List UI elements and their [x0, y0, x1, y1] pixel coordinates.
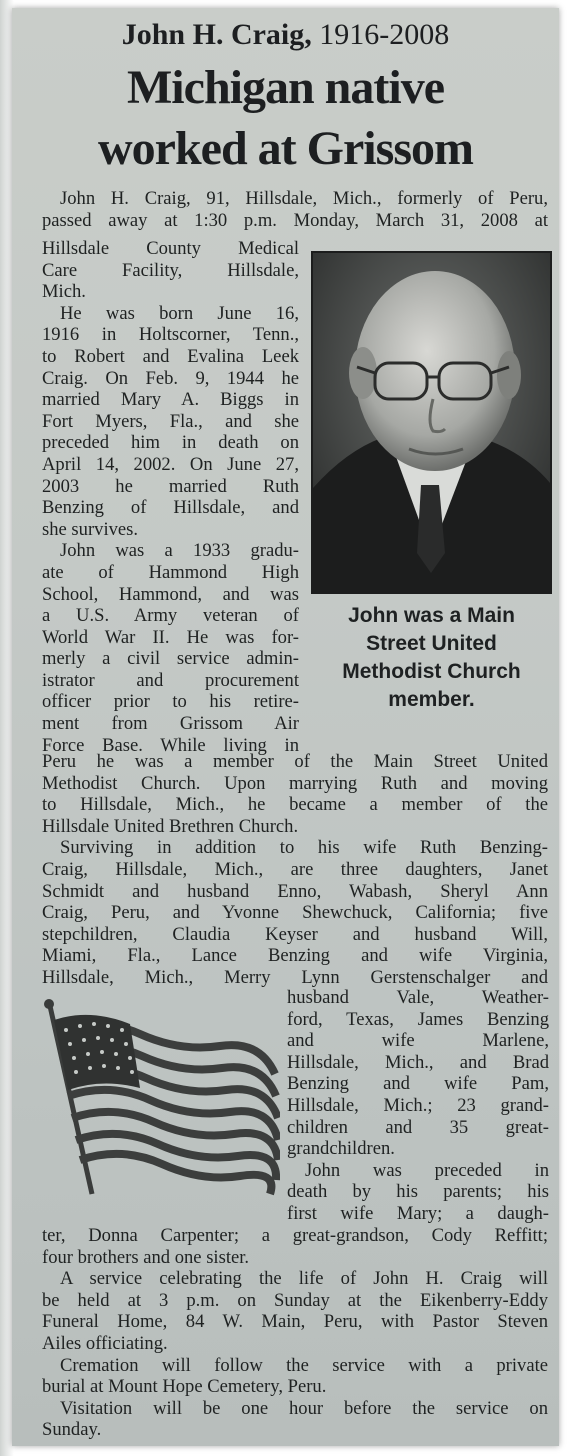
photo-caption	[313, 602, 550, 714]
text-line: Craig, Peru, and Yvonne Shewchuck, California; five	[42, 902, 548, 924]
portrait-photo	[311, 251, 552, 594]
text-line: Schmidt and husband Enno, Wabash, Sheryl Ann	[42, 880, 548, 902]
text-line: Hillsdale, Mich.; 23 grand-	[287, 1094, 549, 1116]
text-line: officer prior to his retire-	[42, 691, 299, 713]
text-line: burial at Mount Hope Cemetery, Peru.	[42, 1376, 327, 1398]
text-line: be held at 3 p.m. on Sunday at the Eikenberry-Eddy	[42, 1289, 548, 1311]
text-line: she survives.	[42, 518, 139, 540]
body-narrow-column	[42, 238, 299, 756]
text-line: four brothers and one sister.	[42, 1246, 250, 1268]
text-line: istrator and procurement	[42, 669, 299, 691]
text-line: 1916 in Holtscorner, Tenn.,	[42, 324, 299, 346]
portrait-image	[313, 253, 550, 592]
text-line: Peru he was a member of the Main Street United	[42, 751, 548, 772]
text-line: He was born June 16,	[60, 302, 299, 324]
text-line: A service celebrating the life of John H. Craig will	[60, 1268, 548, 1290]
body-full-column	[42, 751, 548, 989]
text-line: passed away at 1:30 p.m. Monday, March 31, 2008 at	[42, 209, 548, 231]
headline-line-1: Michigan native	[127, 61, 444, 114]
text-line: death by his parents; his	[287, 1181, 549, 1203]
body-bottom-column	[42, 1225, 548, 1441]
newspaper-clipping	[12, 8, 559, 1446]
text-line: Methodist Church. Upon marrying Ruth and moving	[42, 772, 548, 794]
text-line: School, Hammond, and was	[42, 583, 299, 605]
text-line: Craig. On Feb. 9, 1944 he	[42, 367, 299, 389]
caption-line: John was a Main	[348, 604, 515, 627]
deceased-name: John H. Craig,	[121, 18, 312, 51]
text-line: Hillsdale United Brethren Church.	[42, 815, 299, 837]
body-intro	[42, 188, 548, 231]
text-line: Force Base. While living in	[42, 734, 299, 756]
text-line: preceded him in death on	[42, 432, 299, 454]
text-line: Craig, Hillsdale, Mich., are three daughters, Janet	[42, 858, 548, 880]
text-line: married Mary A. Biggs in	[42, 389, 299, 411]
text-line: ate of Hammond High	[42, 561, 299, 583]
text-line: Miami, Fla., Lance Benzing and wife Virginia,	[42, 945, 548, 967]
text-line: John H. Craig, 91, Hillsdale, Mich., formerly of Peru,	[60, 188, 548, 209]
text-line: to Robert and Evalina Leek	[42, 345, 299, 367]
text-line: John was preceded in	[305, 1159, 549, 1181]
text-line: 2003 he married Ruth	[42, 475, 299, 497]
text-line: Hillsdale, Mich., and Brad	[287, 1051, 549, 1073]
text-line: April 14, 2002. On June 27,	[42, 453, 299, 475]
text-line: John was a 1933 gradu-	[60, 540, 299, 562]
text-line: ment from Grissom Air	[42, 713, 299, 735]
text-line: a U.S. Army veteran of	[42, 605, 299, 627]
caption-line: member.	[388, 688, 475, 711]
text-line: stepchildren, Claudia Keyser and husband Will,	[42, 923, 548, 945]
american-flag-icon	[30, 998, 280, 1208]
text-line: Funeral Home, 84 W. Main, Peru, with Pastor Steven	[42, 1311, 548, 1333]
text-line: Mich.	[42, 281, 86, 303]
text-line: Benzing of Hillsdale, and	[42, 497, 299, 519]
text-line: and wife Marlene,	[287, 1030, 549, 1052]
caption-line: Methodist Church	[342, 660, 521, 683]
text-line: Sunday.	[42, 1419, 102, 1441]
life-years: 1916-2008	[319, 18, 450, 51]
headline-line-2: worked at Grissom	[98, 122, 473, 175]
text-line: Ailes officiating.	[42, 1332, 168, 1354]
text-line: ford, Texas, James Benzing	[287, 1008, 549, 1030]
text-line: Cremation will follow the service with a private	[60, 1354, 548, 1376]
text-line: Fort Myers, Fla., and she	[42, 410, 299, 432]
text-line: Care Facility, Hillsdale,	[42, 259, 299, 281]
text-line: Hillsdale, Mich., Merry Lynn Gerstenschalger and	[42, 966, 548, 988]
text-line: grandchildren.	[287, 1138, 395, 1160]
text-line: Hillsdale County Medical	[42, 238, 299, 259]
obituary-name-line	[12, 18, 559, 52]
text-line: Surviving in addition to his wife Ruth Benzing-	[60, 837, 548, 859]
body-right-column	[287, 987, 549, 1225]
text-line: to Hillsdale, Mich., he became a member of the	[42, 794, 548, 816]
text-line: ter, Donna Carpenter; a great-grandson, Cody Reffitt;	[42, 1225, 548, 1246]
text-line: first wife Mary; a daugh-	[287, 1202, 549, 1224]
caption-line: Street United	[366, 632, 497, 655]
flag-graphic	[30, 998, 280, 1208]
text-line: merly a civil service admin-	[42, 648, 299, 670]
text-line: children and 35 great-	[287, 1116, 549, 1138]
text-line: husband Vale, Weather-	[287, 987, 549, 1008]
text-line: Benzing and wife Pam,	[287, 1073, 549, 1095]
text-line: Visitation will be one hour before the service on	[60, 1397, 548, 1419]
text-line: World War II. He was for-	[42, 626, 299, 648]
